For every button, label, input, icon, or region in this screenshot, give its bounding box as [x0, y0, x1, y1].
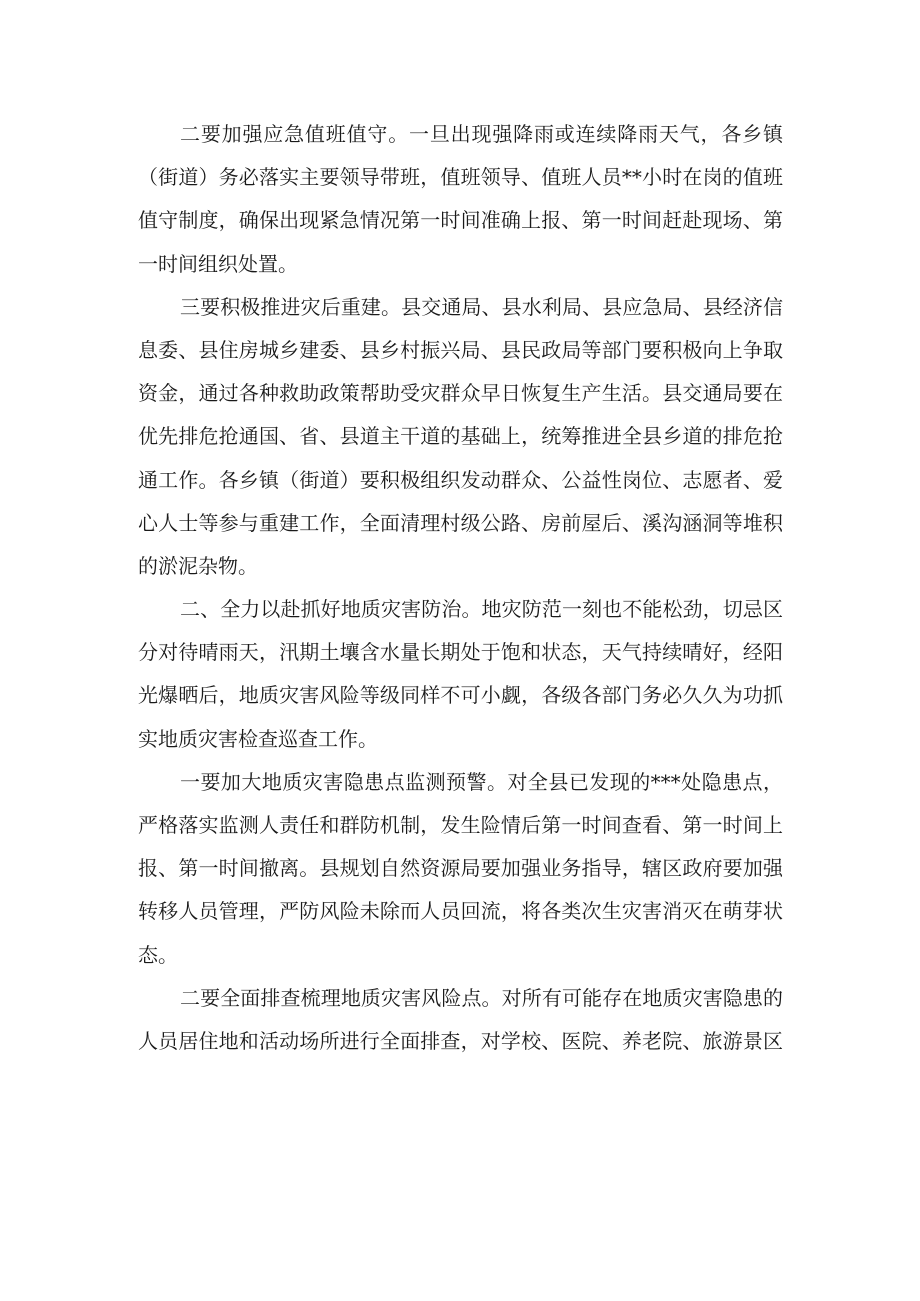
- paragraph-geological-disaster: [138, 588, 783, 761]
- paragraph-emergency-duty: [138, 113, 783, 286]
- text-line: 资金，通过各种救助政策帮助受灾群众早日恢复生产生活。县交通局要在: [138, 381, 783, 406]
- text-line: 二要加强应急值班值守。一旦出现强降雨或连续降雨天气，各乡镇: [180, 122, 783, 146]
- text-line: 态。: [138, 942, 178, 967]
- text-line: 通工作。各乡镇（街道）要积极组织发动群众、公益性岗位、志愿者、爱: [138, 467, 783, 492]
- text-line: 的淤泥杂物。: [138, 553, 258, 578]
- text-line: （街道）务必落实主要领导带班，值班领导、值班人员**小时在岗的值班: [138, 165, 783, 190]
- text-line: 人员居住地和活动场所进行全面排查，对学校、医院、养老院、旅游景区: [138, 1028, 783, 1053]
- text-line: 分对待晴雨天，汛期土壤含水量长期处于饱和状态，天气持续晴好，经阳: [138, 640, 783, 665]
- text-line: 二要全面排查梳理地质灾害风险点。对所有可能存在地质灾害隐患的: [180, 985, 783, 1010]
- text-line: 二、全力以赴抓好地质灾害防治。地灾防范一刻也不能松劲，切忌区: [180, 597, 783, 622]
- text-line: 优先排危抢通国、省、县道主干道的基础上，统筹推进全县乡道的排危抢: [138, 424, 783, 449]
- document-body: [138, 113, 783, 1063]
- text-line: 一时间组织处置。: [138, 251, 298, 276]
- paragraph-risk-investigation: [138, 977, 783, 1063]
- text-line: 心人士等参与重建工作，全面清理村级公路、房前屋后、溪沟涵洞等堆积: [138, 510, 783, 535]
- text-line: 转移人员管理，严防风险未除而人员回流，将各类次生灾害消灭在萌芽状: [138, 899, 783, 924]
- text-line: 光爆晒后，地质灾害风险等级同样不可小觑，各级各部门务必久久为功抓: [138, 683, 783, 708]
- paragraph-monitoring-warning: [138, 761, 783, 977]
- text-line: 严格落实监测人责任和群防机制，发生险情后第一时间查看、第一时间上: [138, 813, 783, 837]
- text-line: 一要加大地质灾害隐患点监测预警。对全县已发现的***处隐患点，: [180, 769, 783, 794]
- text-line: 报、第一时间撤离。县规划自然资源局要加强业务指导，辖区政府要加强: [138, 856, 783, 881]
- text-line: 息委、县住房城乡建委、县乡村振兴局、县民政局等部门要积极向上争取: [138, 337, 783, 362]
- text-line: 三要积极推进灾后重建。县交通局、县水利局、县应急局、县经济信: [180, 294, 783, 319]
- text-line: 实地质灾害检查巡查工作。: [138, 726, 378, 751]
- paragraph-reconstruction: [138, 286, 783, 588]
- text-line: 值守制度，确保出现紧急情况第一时间准确上报、第一时间赶赴现场、第: [138, 208, 783, 233]
